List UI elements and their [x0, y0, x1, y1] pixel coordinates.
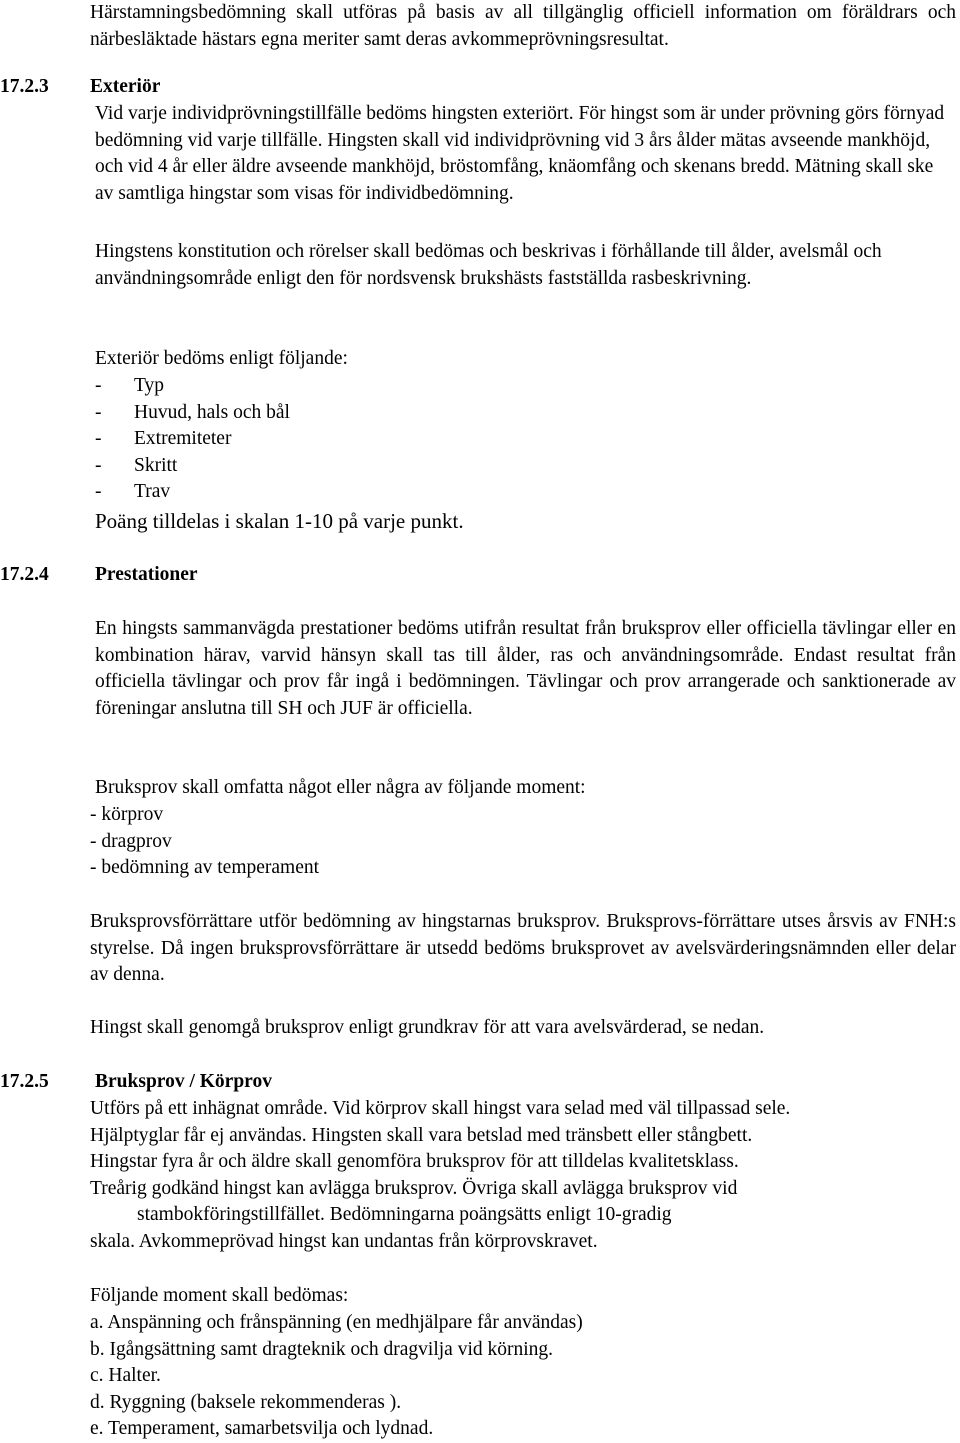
list-item: - Skritt	[95, 454, 178, 476]
list-item: - Huvud, hals och bål	[95, 401, 290, 423]
exterior-paragraph-1: Vid varje individprövningstillfälle bedöms hingsten exteriört. För hingst som är under prövning görs förnyad bedömning vid varje tillfälle. Hingsten skall vid individprövning vid 3 års ålder mätas avseende mankhöjd, och vid 4 år eller äldre avseende mankhöjd, bröstomfång, knäomfång och skenans bredd. Mätning skall ske av samtliga hingstar som visas för individbedömning.	[95, 103, 945, 204]
list-item: - körprov	[90, 804, 164, 825]
prestationer-paragraph-3: Hingst skall genomgå bruksprov enligt grundkrav för att vara avelsvärderad, se nedan.	[90, 1017, 765, 1038]
prestationer-paragraph-1: En hingsts sammanvägda prestationer bedöms utifrån resultat från bruksprov eller officiella tävlingar eller en kombination härav, varvid hänsyn skall tas till ålder, ras och användningsområde. Endast resultat från officiella tävlingar och prov får ingå i bedömningen. Tävlingar och prov arrangerade och sanktionerade av föreningar anslutna till SH och JUF är officiella.	[95, 618, 956, 719]
section-title-exterior: Exteriör	[90, 76, 161, 97]
exterior-points-note: Poäng tilldelas i skalan 1-10 på varje punkt.	[95, 509, 464, 533]
section-title-prestationer: Prestationer	[95, 564, 198, 585]
text-line: stambokföringstillfället. Bedömningarna poängsätts enligt 10-gradig	[137, 1204, 672, 1226]
list-item: - dragprov	[90, 830, 172, 852]
prestationer-list	[90, 802, 960, 882]
korprov-list	[90, 1310, 960, 1443]
text-line: Utförs på ett inhägnat område. Vid körprov skall hingst vara selad med väl tillpassad sele.	[90, 1098, 791, 1119]
list-item: e. Temperament, samarbetsvilja och lydnad.	[90, 1418, 434, 1440]
list-item: b. Igångsättning samt dragteknik och dragvilja vid körning.	[90, 1338, 554, 1360]
list-item: - Typ	[95, 375, 165, 396]
section-number-17-2-4: 17.2.4	[0, 564, 49, 585]
list-item: - bedömning av temperament	[90, 857, 320, 879]
korprov-text	[90, 1096, 960, 1256]
list-item: - Trav	[95, 481, 171, 503]
exterior-list-intro: Exteriör bedöms enligt följande:	[95, 348, 348, 369]
list-item: a. Anspänning och frånspänning (en medhjälpare får användas)	[90, 1312, 583, 1333]
exterior-list	[95, 373, 960, 506]
text-line: Hingstar fyra år och äldre skall genomföra bruksprov för att tilldelas kvalitetsklass.	[90, 1151, 739, 1173]
korprov-list-intro: Följande moment skall bedömas:	[90, 1285, 349, 1306]
text-line: skala. Avkommeprövad hingst kan undantas från körprovskravet.	[90, 1230, 598, 1252]
section-number-17-2-5: 17.2.5	[0, 1071, 49, 1092]
exterior-paragraph-2: Hingstens konstitution och rörelser skall bedömas och beskrivas i förhållande till ålder, avelsmål och användningsområde enligt den för nordsvensk brukshästs fastställda rasbeskrivning.	[95, 241, 882, 289]
list-item: c. Halter.	[90, 1365, 161, 1387]
prestationer-paragraph-2: Bruksprovsförrättare utför bedömning av hingstarnas bruksprov. Bruksprovs-förrättare utses årsvis av FNH:s styrelse. Då ingen bruksprovsförrättare är utsedd bedöms bruksprovet av avelsvärderingsnämnden eller delar av denna.	[90, 911, 956, 986]
section-title-bruksprov-korprov: Bruksprov / Körprov	[95, 1071, 272, 1092]
intro-paragraph: Härstamningsbedömning skall utföras på basis av all tillgänglig officiell information om föräldrars och närbesläktade hästars egna meriter samt deras avkommeprövningsresultat.	[90, 2, 956, 50]
list-item: - Extremiteter	[95, 428, 232, 450]
prestationer-list-intro: Bruksprov skall omfatta något eller några av följande moment:	[95, 777, 586, 798]
list-item: d. Ryggning (baksele rekommenderas ).	[90, 1391, 402, 1413]
text-line: Treårig godkänd hingst kan avlägga bruksprov. Övriga skall avlägga bruksprov vid	[90, 1177, 738, 1199]
section-number-17-2-3: 17.2.3	[0, 76, 49, 97]
text-line: Hjälptyglar får ej användas. Hingsten skall vara betslad med tränsbett eller stångbett.	[90, 1124, 753, 1146]
